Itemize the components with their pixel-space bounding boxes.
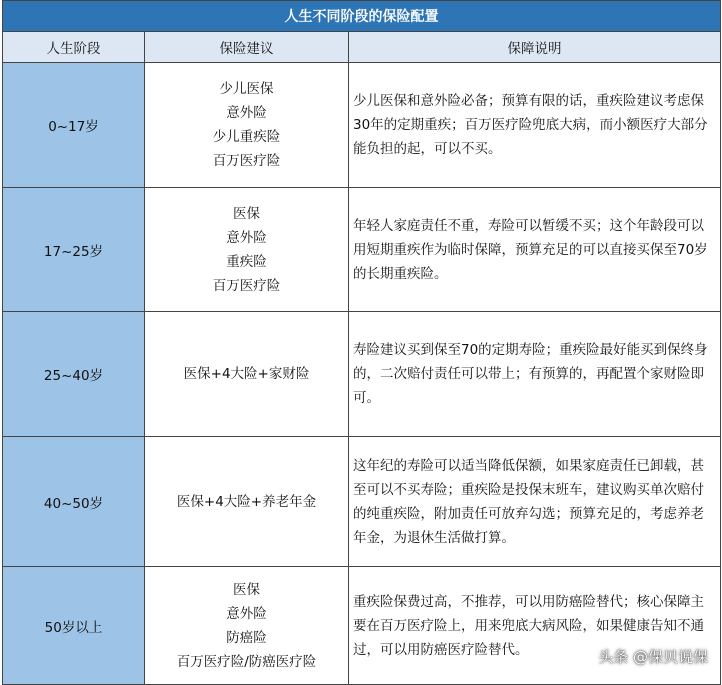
advice-item: 医保 xyxy=(233,205,260,222)
advice-item: 医保+4大险+家财险 xyxy=(183,366,310,382)
description-cell: 这年纪的寿险可以适当降低保额，如果家庭责任已卸载，甚至可以不买寿险；重疾险是投保末班车，建议购买单次赔付的纯重疾险，附加责任可放弃勾选；预算充足的，考虑养老年金，为退休生活做打算。 xyxy=(349,437,721,567)
description-cell: 年轻人家庭责任不重，寿险可以暂缓不买；这个年龄段可以用短期重疾作为临时保障，预算充足的可以直接买保至70岁的长期重疾险。 xyxy=(349,188,721,312)
header-row xyxy=(3,32,721,63)
advice-item: 百万医疗险 xyxy=(212,277,281,294)
advice-item: 百万医疗险 xyxy=(212,153,281,169)
watermark-text: 头条 @保贝说保 xyxy=(598,648,708,666)
insurance-table xyxy=(2,0,721,685)
title-row xyxy=(3,1,721,32)
table-row xyxy=(3,63,721,188)
advice-item: 意外险 xyxy=(226,229,267,246)
header-advice: 保险建议 xyxy=(145,32,349,63)
advice-cell xyxy=(145,437,349,567)
advice-item: 少儿重疾险 xyxy=(212,129,281,145)
stage-cell: 25~40岁 xyxy=(3,312,145,437)
advice-item: 百万医疗险/防癌医疗险 xyxy=(176,653,317,670)
table-title: 人生不同阶段的保险配置 xyxy=(3,1,721,32)
table-row xyxy=(3,437,721,567)
table-row xyxy=(3,188,721,312)
header-description: 保障说明 xyxy=(349,32,721,63)
description-cell: 重疾险保费过高，不推荐，可以用防癌险替代；核心保障主要在百万医疗险上，用来兜底大病风险，如果健康告知不通过，可以用防癌医疗险替代。 xyxy=(349,567,721,685)
advice-item: 防癌险 xyxy=(226,629,267,646)
advice-cell xyxy=(145,567,349,685)
stage-cell: 0~17岁 xyxy=(3,63,145,188)
advice-cell xyxy=(145,312,349,437)
advice-cell xyxy=(145,63,349,188)
advice-item: 少儿医保 xyxy=(219,81,274,97)
description-cell: 寿险建议买到保至70的定期寿险；重疾险最好能买到保终身的，二次赔付责任可以带上；有预算的，再配置个家财险即可。 xyxy=(349,312,721,437)
stage-cell: 17~25岁 xyxy=(3,188,145,312)
advice-item: 意外险 xyxy=(226,105,267,121)
description-cell: 少儿医保和意外险必备；预算有限的话，重疾险建议考虑保30年的定期重疾；百万医疗险兜底大病，而小额医疗大部分能负担的起，可以不买。 xyxy=(349,63,721,188)
advice-cell xyxy=(145,188,349,312)
watermark xyxy=(598,646,708,667)
insurance-table-container xyxy=(2,0,720,685)
advice-item: 意外险 xyxy=(226,605,267,622)
advice-item: 重疾险 xyxy=(226,253,267,270)
advice-item: 医保 xyxy=(233,581,260,598)
advice-item: 医保+4大险+养老年金 xyxy=(176,493,317,510)
header-stage: 人生阶段 xyxy=(3,32,145,63)
stage-cell: 50岁以上 xyxy=(3,567,145,685)
stage-cell: 40~50岁 xyxy=(3,437,145,567)
table-row xyxy=(3,312,721,437)
